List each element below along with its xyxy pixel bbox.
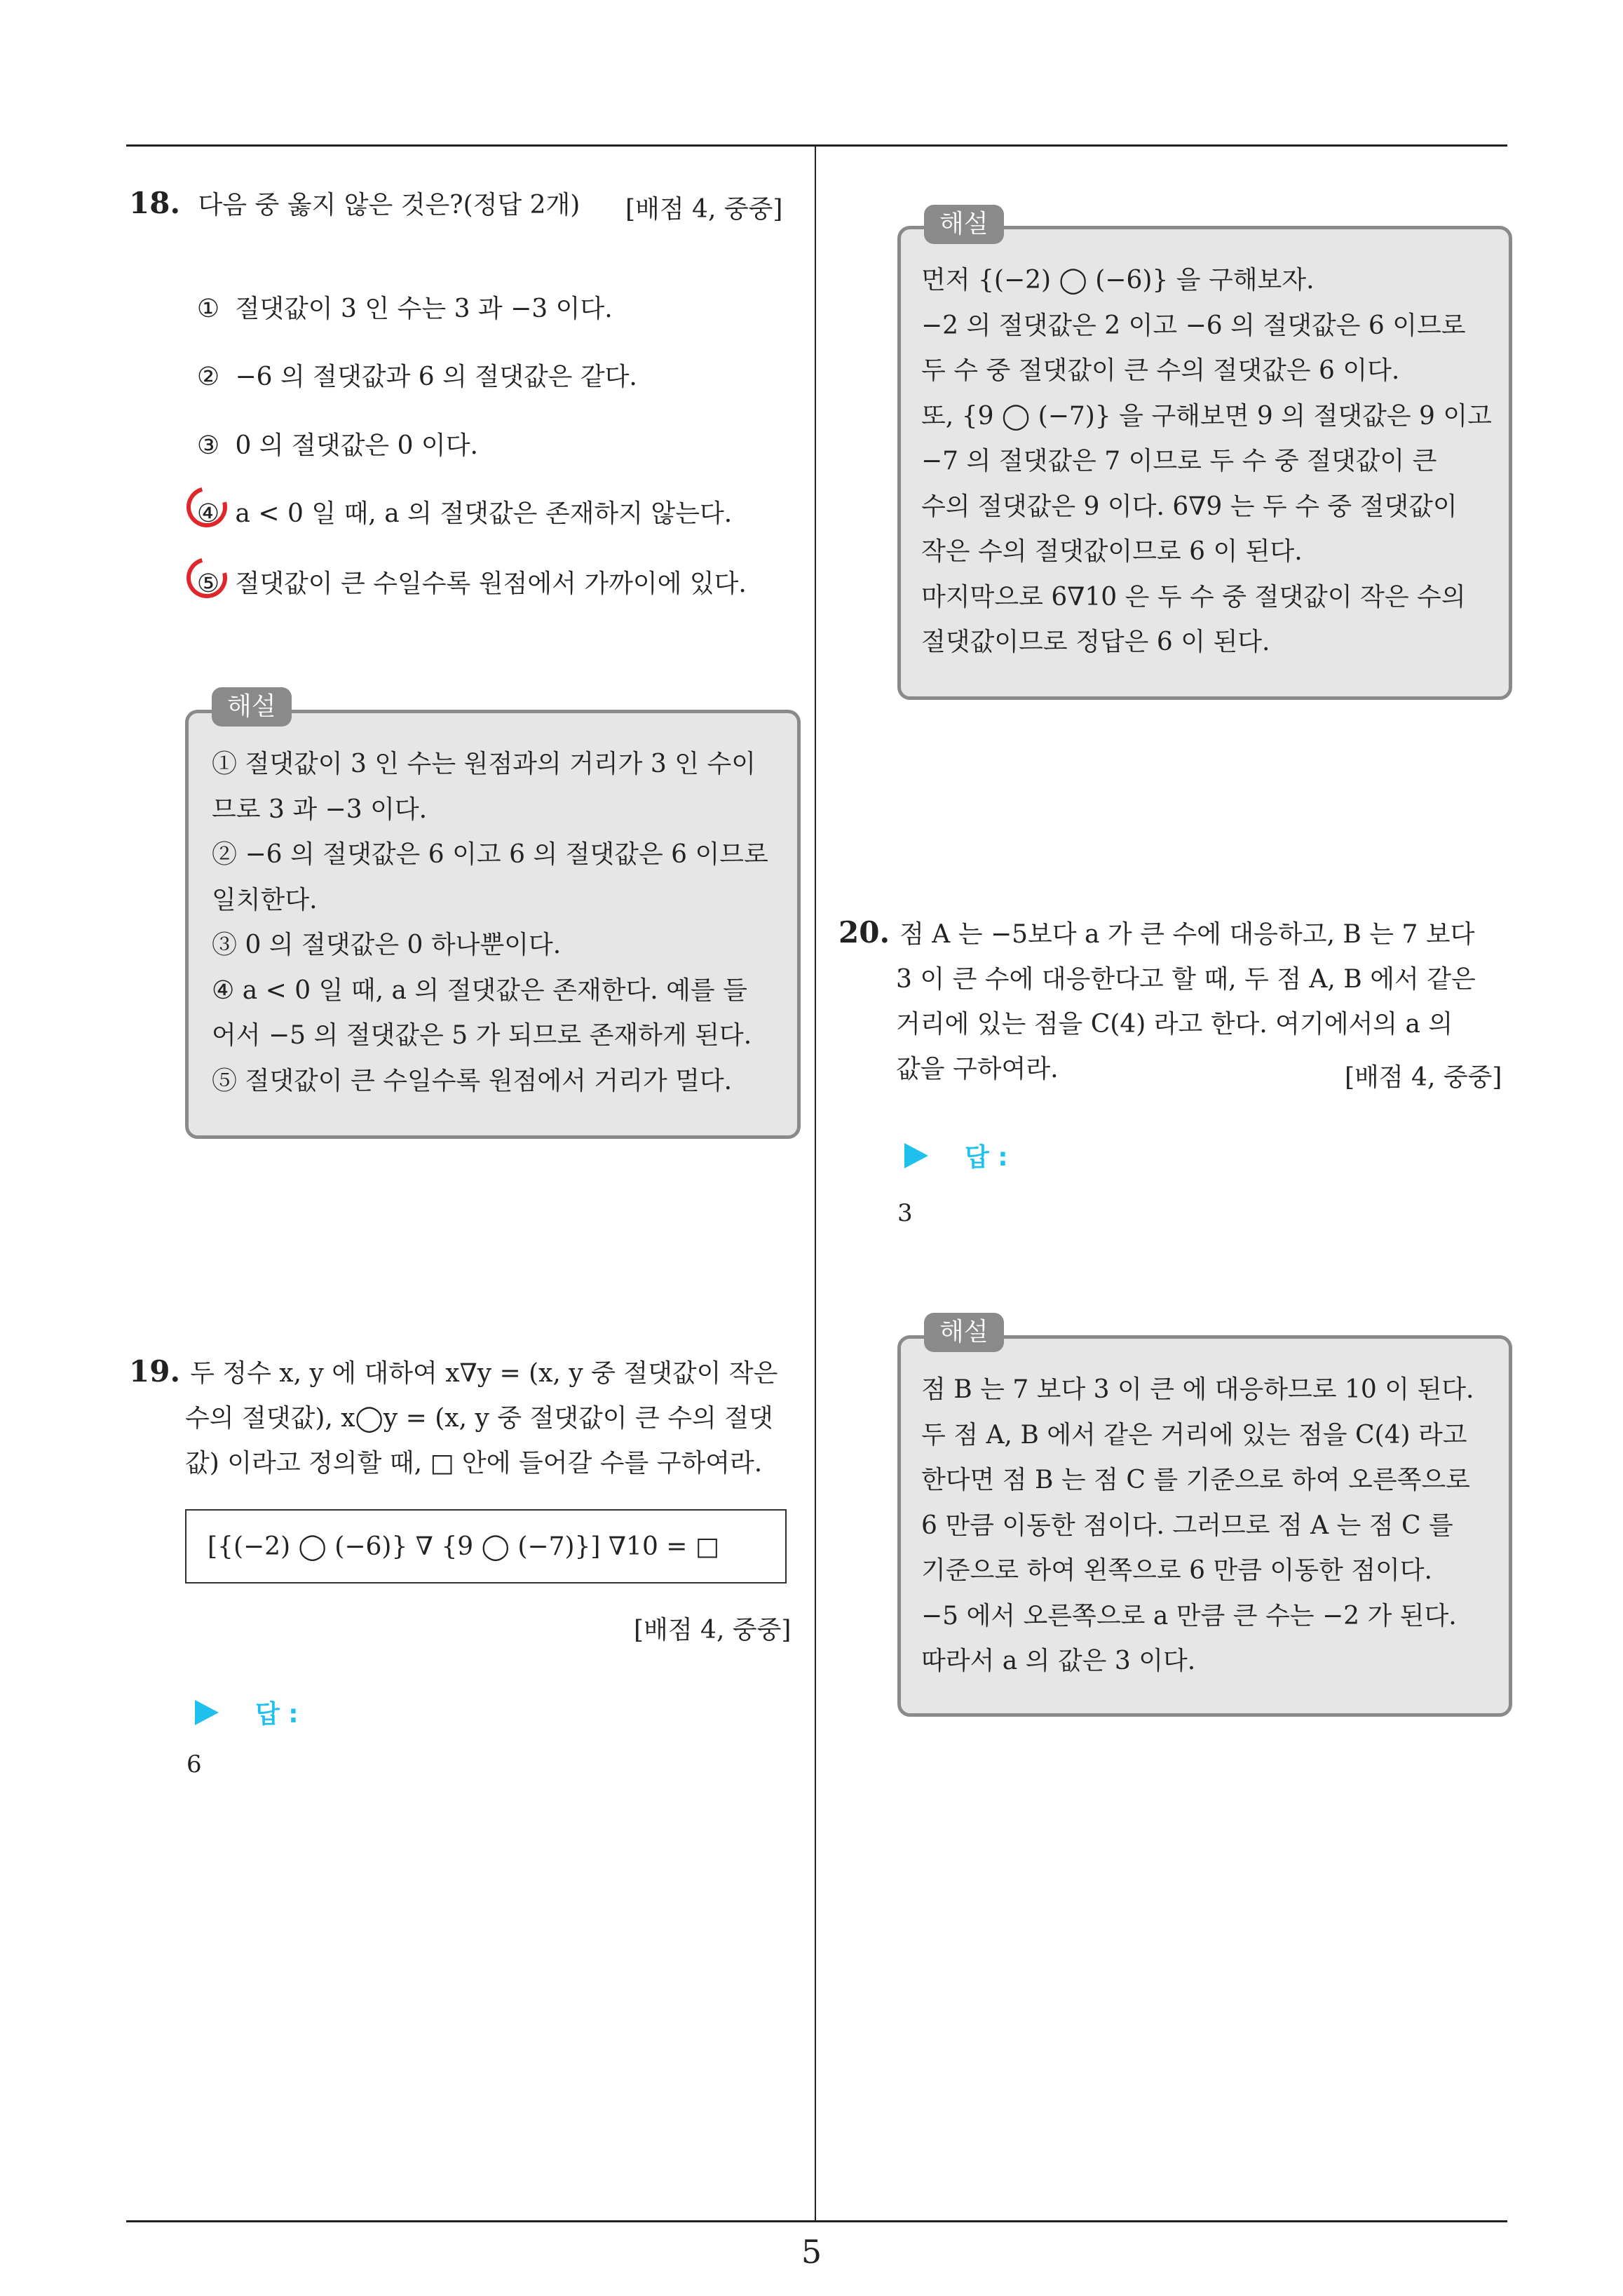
score-label: [배점 4, 중중]: [634, 1616, 792, 1645]
solution-line: ② −6 의 절댓값은 6 이고 6 의 절댓값은 6 이므로: [212, 840, 768, 869]
choice-mark: ⑤: [196, 569, 220, 598]
choice-mark: ②: [196, 363, 220, 391]
answer-value-19: 6: [186, 1750, 202, 1778]
choice-text: 0 의 절댓값은 0 이다.: [235, 431, 478, 460]
solution-line: −2 의 절댓값은 2 이고 −6 의 절댓값은 6 이므로: [921, 311, 1466, 340]
question-18-stem: [129, 181, 580, 228]
question-text: 수의 절댓값), x◯y = (x, y 중 절댓값이 큰 수의 절댓: [185, 1404, 773, 1433]
question-text: 두 정수 x, y 에 대하여 x∇y = (x, y 중 절댓값이 작은: [190, 1359, 778, 1388]
solution-text-19: [921, 258, 1492, 666]
solution-line: 어서 −5 의 절댓값은 5 가 되므로 존재하게 된다.: [212, 1021, 752, 1050]
solution-line: ③ 0 의 절댓값은 0 하나뿐이다.: [212, 931, 562, 959]
question-text: 다음 중 옳지 않은 것은?(정답 2개): [198, 191, 580, 220]
question-number: 19.: [129, 1354, 181, 1389]
choice-text: a < 0 일 때, a 의 절댓값은 존재하지 않는다.: [235, 499, 733, 528]
choice-3[interactable]: [189, 426, 478, 461]
solution-tag: 해설: [924, 1313, 1004, 1352]
question-text: 점 A 는 −5보다 a 가 큰 수에 대응하고, B 는 7 보다: [899, 920, 1475, 949]
choice-5[interactable]: [189, 564, 747, 600]
solution-text-20: [921, 1368, 1474, 1684]
choice-1[interactable]: [189, 289, 613, 325]
question-text: 값을 구하여라.: [896, 1055, 1059, 1083]
answer-label: 답 :: [255, 1700, 299, 1729]
solution-line: 일치한다.: [212, 885, 318, 914]
answer-label-19: [195, 1694, 299, 1730]
solution-tag: 해설: [212, 687, 292, 727]
question-19-stem: [129, 1349, 777, 1486]
page-number: 5: [801, 2233, 822, 2271]
choice-mark: ①: [196, 295, 220, 323]
score-label: [배점 4, 중중]: [625, 195, 783, 224]
answer-label: 답 :: [965, 1143, 1008, 1172]
solution-line: 두 점 A, B 에서 같은 거리에 있는 점을 C(4) 라고: [921, 1420, 1467, 1450]
solution-line: 한다면 점 B 는 점 C 를 기준으로 하여 오른쪽으로: [921, 1466, 1470, 1494]
column-divider: [815, 144, 816, 2222]
question-number: 20.: [838, 915, 890, 950]
solution-tag: 해설: [924, 205, 1004, 244]
question-text: 값) 이라고 정의할 때, □ 안에 들어갈 수를 구하여라.: [185, 1449, 763, 1478]
solution-line: 점 B 는 7 보다 3 이 큰 에 대응하므로 10 이 된다.: [921, 1375, 1474, 1404]
choice-4[interactable]: [189, 494, 732, 529]
solution-line: 또, {9 ◯ (−7)} 을 구해보면 9 의 절댓값은 9 이고: [921, 401, 1492, 431]
solution-line: ④ a < 0 일 때, a 의 절댓값은 존재한다. 예를 들: [212, 975, 747, 1005]
solution-line: 마지막으로 6∇10 은 두 수 중 절댓값이 작은 수의: [921, 582, 1466, 612]
answer-label-20: [904, 1137, 1008, 1173]
solution-line: ⑤ 절댓값이 큰 수일수록 원점에서 거리가 멀다.: [212, 1066, 733, 1095]
top-rule: [126, 144, 1507, 147]
solution-line: 기준으로 하여 왼쪽으로 6 만큼 이동한 점이다.: [921, 1556, 1432, 1585]
choice-mark: ③: [196, 431, 220, 460]
play-triangle-icon: [904, 1143, 928, 1168]
solution-line: 작은 수의 절댓값이므로 6 이 된다.: [921, 537, 1303, 566]
play-triangle-icon: [195, 1700, 219, 1725]
choice-2[interactable]: [189, 357, 637, 393]
solution-line: 므로 3 과 −3 이다.: [212, 795, 428, 824]
question-number: 18.: [129, 186, 181, 220]
choice-text: −6 의 절댓값과 6 의 절댓값은 같다.: [235, 363, 637, 391]
solution-line: ① 절댓값이 3 인 수는 원점과의 거리가 3 인 수이: [212, 750, 756, 778]
bottom-rule: [126, 2220, 1507, 2222]
choice-text: 절댓값이 3 인 수는 3 과 −3 이다.: [235, 295, 613, 323]
solution-line: −7 의 절댓값은 7 이므로 두 수 중 절댓값이 큰: [921, 447, 1437, 475]
solution-line: 6 만큼 이동한 점이다. 그러므로 점 A 는 점 C 를: [921, 1511, 1453, 1540]
answer-value-20: 3: [897, 1199, 913, 1227]
equation-box: [185, 1509, 787, 1583]
solution-line: 두 수 중 절댓값이 큰 수의 절댓값은 6 이다.: [921, 356, 1400, 385]
solution-line: 절댓값이므로 정답은 6 이 된다.: [921, 628, 1270, 656]
choice-mark: ④: [196, 499, 220, 528]
solution-text-18: [212, 742, 768, 1104]
solution-line: 수의 절댓값은 9 이다. 6∇9 는 두 수 중 절댓값이: [921, 492, 1458, 521]
choice-text: 절댓값이 큰 수일수록 원점에서 가까이에 있다.: [235, 569, 747, 598]
question-text: 거리에 있는 점을 C(4) 라고 한다. 여기에서의 a 의: [896, 1010, 1453, 1039]
solution-line: 따라서 a 의 값은 3 이다.: [921, 1647, 1196, 1675]
solution-line: −5 에서 오른쪽으로 a 만큼 큰 수는 −2 가 된다.: [921, 1601, 1457, 1630]
score-label: [배점 4, 중중]: [1345, 1063, 1502, 1092]
question-text: 3 이 큰 수에 대응한다고 할 때, 두 점 A, B 에서 같은: [896, 965, 1476, 994]
equation: [{(−2) ◯ (−6)} ∇ {9 ◯ (−7)}] ∇10 = □: [208, 1532, 719, 1561]
solution-line: 먼저 {(−2) ◯ (−6)} 을 구해보자.: [921, 266, 1315, 295]
